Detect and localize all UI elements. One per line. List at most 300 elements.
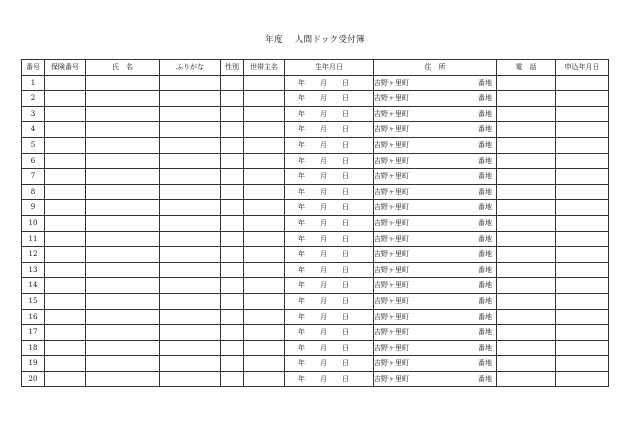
gender-cell[interactable] [221,137,244,153]
address-cell[interactable] [374,309,497,325]
header-furigana: ふりがな [160,60,221,76]
gender-cell[interactable] [221,106,244,122]
title-main: 人間ドック受付簿 [294,35,365,45]
date-of-birth-cell[interactable] [285,309,374,325]
address-cell[interactable] [374,247,497,263]
gender-cell[interactable] [221,247,244,263]
application-date-cell[interactable] [556,106,609,122]
date-of-birth-cell[interactable] [285,293,374,309]
address-suffix: 番地 [478,94,492,103]
household-head-cell[interactable] [244,184,285,200]
header-name: 氏 名 [86,60,160,76]
dob-month-label: 月 [320,296,327,305]
dob-year-label: 年 [298,328,305,337]
address-suffix: 番地 [478,359,492,368]
phone-cell[interactable] [497,262,556,278]
dob-month-label: 月 [320,374,327,383]
phone-cell[interactable] [497,309,556,325]
insurance-number-cell[interactable] [45,340,86,356]
gender-cell[interactable] [221,231,244,247]
address-suffix: 番地 [478,187,492,196]
address-town: 吉野ヶ里町 [374,312,409,321]
address-suffix: 番地 [478,281,492,290]
application-date-cell[interactable] [556,200,609,216]
dob-day-label: 日 [342,218,349,227]
phone-cell[interactable] [497,137,556,153]
address-cell[interactable] [374,75,497,91]
application-date-cell[interactable] [556,309,609,325]
date-of-birth-cell[interactable] [285,325,374,341]
phone-cell[interactable] [497,356,556,372]
furigana-cell[interactable] [160,91,221,107]
furigana-cell[interactable] [160,325,221,341]
address-town: 吉野ヶ里町 [374,374,409,383]
household-head-cell[interactable] [244,309,285,325]
dob-year-label: 年 [298,234,305,243]
date-of-birth-cell[interactable] [285,91,374,107]
address-cell[interactable] [374,262,497,278]
address-suffix: 番地 [478,328,492,337]
row-number: 18 [22,340,45,356]
name-cell[interactable] [86,371,160,387]
furigana-cell[interactable] [160,153,221,169]
application-date-cell[interactable] [556,231,609,247]
address-town: 吉野ヶ里町 [374,234,409,243]
dob-month-label: 月 [320,234,327,243]
address-cell[interactable] [374,231,497,247]
address-town: 吉野ヶ里町 [374,172,409,181]
address-town: 吉野ヶ里町 [374,328,409,337]
application-date-cell[interactable] [556,169,609,185]
application-date-cell[interactable] [556,137,609,153]
address-cell[interactable] [374,137,497,153]
dob-day-label: 日 [342,296,349,305]
household-head-cell[interactable] [244,91,285,107]
address-cell[interactable] [374,371,497,387]
table-row [22,356,609,372]
household-head-cell[interactable] [244,262,285,278]
date-of-birth-cell[interactable] [285,278,374,294]
dob-month-label: 月 [320,265,327,274]
application-date-cell[interactable] [556,325,609,341]
gender-cell[interactable] [221,200,244,216]
phone-cell[interactable] [497,169,556,185]
date-of-birth-cell[interactable] [285,215,374,231]
gender-cell[interactable] [221,75,244,91]
household-head-cell[interactable] [244,137,285,153]
furigana-cell[interactable] [160,200,221,216]
dob-month-label: 月 [320,94,327,103]
dob-month-label: 月 [320,187,327,196]
insurance-number-cell[interactable] [45,293,86,309]
row-number: 9 [22,200,45,216]
application-date-cell[interactable] [556,356,609,372]
dob-year-label: 年 [298,312,305,321]
address-town: 吉野ヶ里町 [374,78,409,87]
name-cell[interactable] [86,200,160,216]
insurance-number-cell[interactable] [45,91,86,107]
header-household-head: 世帯主名 [244,60,285,76]
address-suffix: 番地 [478,312,492,321]
furigana-cell[interactable] [160,278,221,294]
dob-day-label: 日 [342,359,349,368]
date-of-birth-cell[interactable] [285,75,374,91]
address-cell[interactable] [374,356,497,372]
dob-day-label: 日 [342,312,349,321]
household-head-cell[interactable] [244,325,285,341]
gender-cell[interactable] [221,278,244,294]
phone-cell[interactable] [497,75,556,91]
table-row [22,309,609,325]
name-cell[interactable] [86,293,160,309]
gender-cell[interactable] [221,91,244,107]
row-number: 14 [22,278,45,294]
dob-month-label: 月 [320,343,327,352]
application-date-cell[interactable] [556,262,609,278]
furigana-cell[interactable] [160,247,221,263]
dob-year-label: 年 [298,343,305,352]
date-of-birth-cell[interactable] [285,340,374,356]
household-head-cell[interactable] [244,340,285,356]
name-cell[interactable] [86,247,160,263]
dob-year-label: 年 [298,187,305,196]
dob-day-label: 日 [342,78,349,87]
application-date-cell[interactable] [556,247,609,263]
dob-day-label: 日 [342,94,349,103]
address-suffix: 番地 [478,343,492,352]
household-head-cell[interactable] [244,106,285,122]
dob-year-label: 年 [298,109,305,118]
address-suffix: 番地 [478,218,492,227]
row-number: 12 [22,247,45,263]
dob-month-label: 月 [320,312,327,321]
gender-cell[interactable] [221,122,244,138]
date-of-birth-cell[interactable] [285,200,374,216]
dob-day-label: 日 [342,250,349,259]
household-head-cell[interactable] [244,215,285,231]
name-cell[interactable] [86,215,160,231]
address-town: 吉野ヶ里町 [374,156,409,165]
name-cell[interactable] [86,169,160,185]
dob-year-label: 年 [298,94,305,103]
phone-cell[interactable] [497,247,556,263]
dob-month-label: 月 [320,328,327,337]
dob-year-label: 年 [298,281,305,290]
furigana-cell[interactable] [160,356,221,372]
row-number: 11 [22,231,45,247]
date-of-birth-cell[interactable] [285,184,374,200]
household-head-cell[interactable] [244,153,285,169]
address-cell[interactable] [374,169,497,185]
header-gender: 性別 [221,60,244,76]
insurance-number-cell[interactable] [45,153,86,169]
gender-cell[interactable] [221,215,244,231]
date-of-birth-cell[interactable] [285,371,374,387]
gender-cell[interactable] [221,169,244,185]
table-row [22,153,609,169]
name-cell[interactable] [86,309,160,325]
date-of-birth-cell[interactable] [285,262,374,278]
address-cell[interactable] [374,340,497,356]
table-row [22,137,609,153]
gender-cell[interactable] [221,262,244,278]
dob-month-label: 月 [320,172,327,181]
household-head-cell[interactable] [244,293,285,309]
household-head-cell[interactable] [244,169,285,185]
gender-cell[interactable] [221,293,244,309]
application-date-cell[interactable] [556,184,609,200]
dob-month-label: 月 [320,218,327,227]
dob-month-label: 月 [320,78,327,87]
row-number: 2 [22,91,45,107]
document-title [0,33,630,45]
address-suffix: 番地 [478,203,492,212]
row-number: 7 [22,169,45,185]
table-row [22,200,609,216]
dob-day-label: 日 [342,281,349,290]
table-row [22,231,609,247]
insurance-number-cell[interactable] [45,278,86,294]
application-date-cell[interactable] [556,91,609,107]
dob-year-label: 年 [298,265,305,274]
furigana-cell[interactable] [160,262,221,278]
address-town: 吉野ヶ里町 [374,140,409,149]
phone-cell[interactable] [497,122,556,138]
insurance-number-cell[interactable] [45,262,86,278]
insurance-number-cell[interactable] [45,215,86,231]
table-row [22,215,609,231]
household-head-cell[interactable] [244,231,285,247]
address-suffix: 番地 [478,374,492,383]
phone-cell[interactable] [497,106,556,122]
name-cell[interactable] [86,91,160,107]
gender-cell[interactable] [221,356,244,372]
address-cell[interactable] [374,325,497,341]
name-cell[interactable] [86,106,160,122]
dob-year-label: 年 [298,156,305,165]
application-date-cell[interactable] [556,75,609,91]
furigana-cell[interactable] [160,215,221,231]
name-cell[interactable] [86,122,160,138]
dob-month-label: 月 [320,140,327,149]
address-suffix: 番地 [478,172,492,181]
furigana-cell[interactable] [160,137,221,153]
name-cell[interactable] [86,153,160,169]
address-town: 吉野ヶ里町 [374,203,409,212]
table-row [22,247,609,263]
address-cell[interactable] [374,293,497,309]
gender-cell[interactable] [221,371,244,387]
table-row [22,278,609,294]
application-date-cell[interactable] [556,293,609,309]
household-head-cell[interactable] [244,75,285,91]
household-head-cell[interactable] [244,247,285,263]
address-suffix: 番地 [478,234,492,243]
date-of-birth-cell[interactable] [285,169,374,185]
dob-year-label: 年 [298,250,305,259]
insurance-number-cell[interactable] [45,122,86,138]
dob-day-label: 日 [342,125,349,134]
furigana-cell[interactable] [160,340,221,356]
gender-cell[interactable] [221,325,244,341]
address-suffix: 番地 [478,109,492,118]
date-of-birth-cell[interactable] [285,106,374,122]
insurance-number-cell[interactable] [45,309,86,325]
dob-year-label: 年 [298,218,305,227]
address-cell[interactable] [374,200,497,216]
row-number: 17 [22,325,45,341]
dob-year-label: 年 [298,78,305,87]
application-date-cell[interactable] [556,122,609,138]
application-date-cell[interactable] [556,371,609,387]
date-of-birth-cell[interactable] [285,231,374,247]
household-head-cell[interactable] [244,200,285,216]
name-cell[interactable] [86,340,160,356]
table-row [22,340,609,356]
phone-cell[interactable] [497,153,556,169]
household-head-cell[interactable] [244,371,285,387]
dob-day-label: 日 [342,172,349,181]
address-cell[interactable] [374,122,497,138]
header-phone: 電 話 [497,60,556,76]
insurance-number-cell[interactable] [45,200,86,216]
table-row [22,184,609,200]
furigana-cell[interactable] [160,309,221,325]
furigana-cell[interactable] [160,371,221,387]
dob-year-label: 年 [298,359,305,368]
insurance-number-cell[interactable] [45,371,86,387]
dob-day-label: 日 [342,328,349,337]
furigana-cell[interactable] [160,122,221,138]
row-number: 15 [22,293,45,309]
insurance-number-cell[interactable] [45,247,86,263]
application-date-cell[interactable] [556,340,609,356]
dob-year-label: 年 [298,296,305,305]
row-number: 3 [22,106,45,122]
registration-table [21,59,609,387]
insurance-number-cell[interactable] [45,231,86,247]
address-cell[interactable] [374,184,497,200]
furigana-cell[interactable] [160,106,221,122]
address-cell[interactable] [374,278,497,294]
gender-cell[interactable] [221,309,244,325]
address-suffix: 番地 [478,140,492,149]
insurance-number-cell[interactable] [45,356,86,372]
address-town: 吉野ヶ里町 [374,343,409,352]
insurance-number-cell[interactable] [45,325,86,341]
gender-cell[interactable] [221,153,244,169]
insurance-number-cell[interactable] [45,184,86,200]
dob-day-label: 日 [342,265,349,274]
name-cell[interactable] [86,184,160,200]
dob-year-label: 年 [298,172,305,181]
insurance-number-cell[interactable] [45,137,86,153]
household-head-cell[interactable] [244,122,285,138]
date-of-birth-cell[interactable] [285,356,374,372]
phone-cell[interactable] [497,340,556,356]
dob-day-label: 日 [342,140,349,149]
dob-day-label: 日 [342,187,349,196]
header-row [22,60,609,76]
table-row [22,371,609,387]
address-cell[interactable] [374,215,497,231]
application-date-cell[interactable] [556,278,609,294]
address-town: 吉野ヶ里町 [374,265,409,274]
address-suffix: 番地 [478,265,492,274]
household-head-cell[interactable] [244,356,285,372]
address-suffix: 番地 [478,156,492,165]
household-head-cell[interactable] [244,278,285,294]
dob-day-label: 日 [342,109,349,118]
row-number: 4 [22,122,45,138]
address-town: 吉野ヶ里町 [374,218,409,227]
address-town: 吉野ヶ里町 [374,94,409,103]
phone-cell[interactable] [497,371,556,387]
phone-cell[interactable] [497,293,556,309]
address-town: 吉野ヶ里町 [374,109,409,118]
application-date-cell[interactable] [556,153,609,169]
date-of-birth-cell[interactable] [285,137,374,153]
dob-day-label: 日 [342,156,349,165]
date-of-birth-cell[interactable] [285,247,374,263]
dob-year-label: 年 [298,203,305,212]
phone-cell[interactable] [497,231,556,247]
phone-cell[interactable] [497,325,556,341]
header-address: 住 所 [374,60,497,76]
header-number: 番号 [22,60,45,76]
phone-cell[interactable] [497,200,556,216]
phone-cell[interactable] [497,184,556,200]
dob-day-label: 日 [342,203,349,212]
address-town: 吉野ヶ里町 [374,125,409,134]
furigana-cell[interactable] [160,75,221,91]
phone-cell[interactable] [497,278,556,294]
gender-cell[interactable] [221,184,244,200]
phone-cell[interactable] [497,91,556,107]
gender-cell[interactable] [221,340,244,356]
table-row [22,91,609,107]
date-of-birth-cell[interactable] [285,153,374,169]
furigana-cell[interactable] [160,293,221,309]
table-row [22,293,609,309]
table-row [22,169,609,185]
insurance-number-cell[interactable] [45,169,86,185]
application-date-cell[interactable] [556,215,609,231]
address-cell[interactable] [374,106,497,122]
furigana-cell[interactable] [160,169,221,185]
table-row [22,325,609,341]
name-cell[interactable] [86,262,160,278]
row-number: 5 [22,137,45,153]
furigana-cell[interactable] [160,184,221,200]
insurance-number-cell[interactable] [45,106,86,122]
dob-month-label: 月 [320,125,327,134]
address-cell[interactable] [374,153,497,169]
address-cell[interactable] [374,91,497,107]
insurance-number-cell[interactable] [45,75,86,91]
name-cell[interactable] [86,137,160,153]
name-cell[interactable] [86,356,160,372]
header-insurance-number: 保険番号 [45,60,86,76]
name-cell[interactable] [86,231,160,247]
name-cell[interactable] [86,75,160,91]
name-cell[interactable] [86,325,160,341]
furigana-cell[interactable] [160,231,221,247]
name-cell[interactable] [86,278,160,294]
phone-cell[interactable] [497,215,556,231]
date-of-birth-cell[interactable] [285,122,374,138]
table-row [22,106,609,122]
